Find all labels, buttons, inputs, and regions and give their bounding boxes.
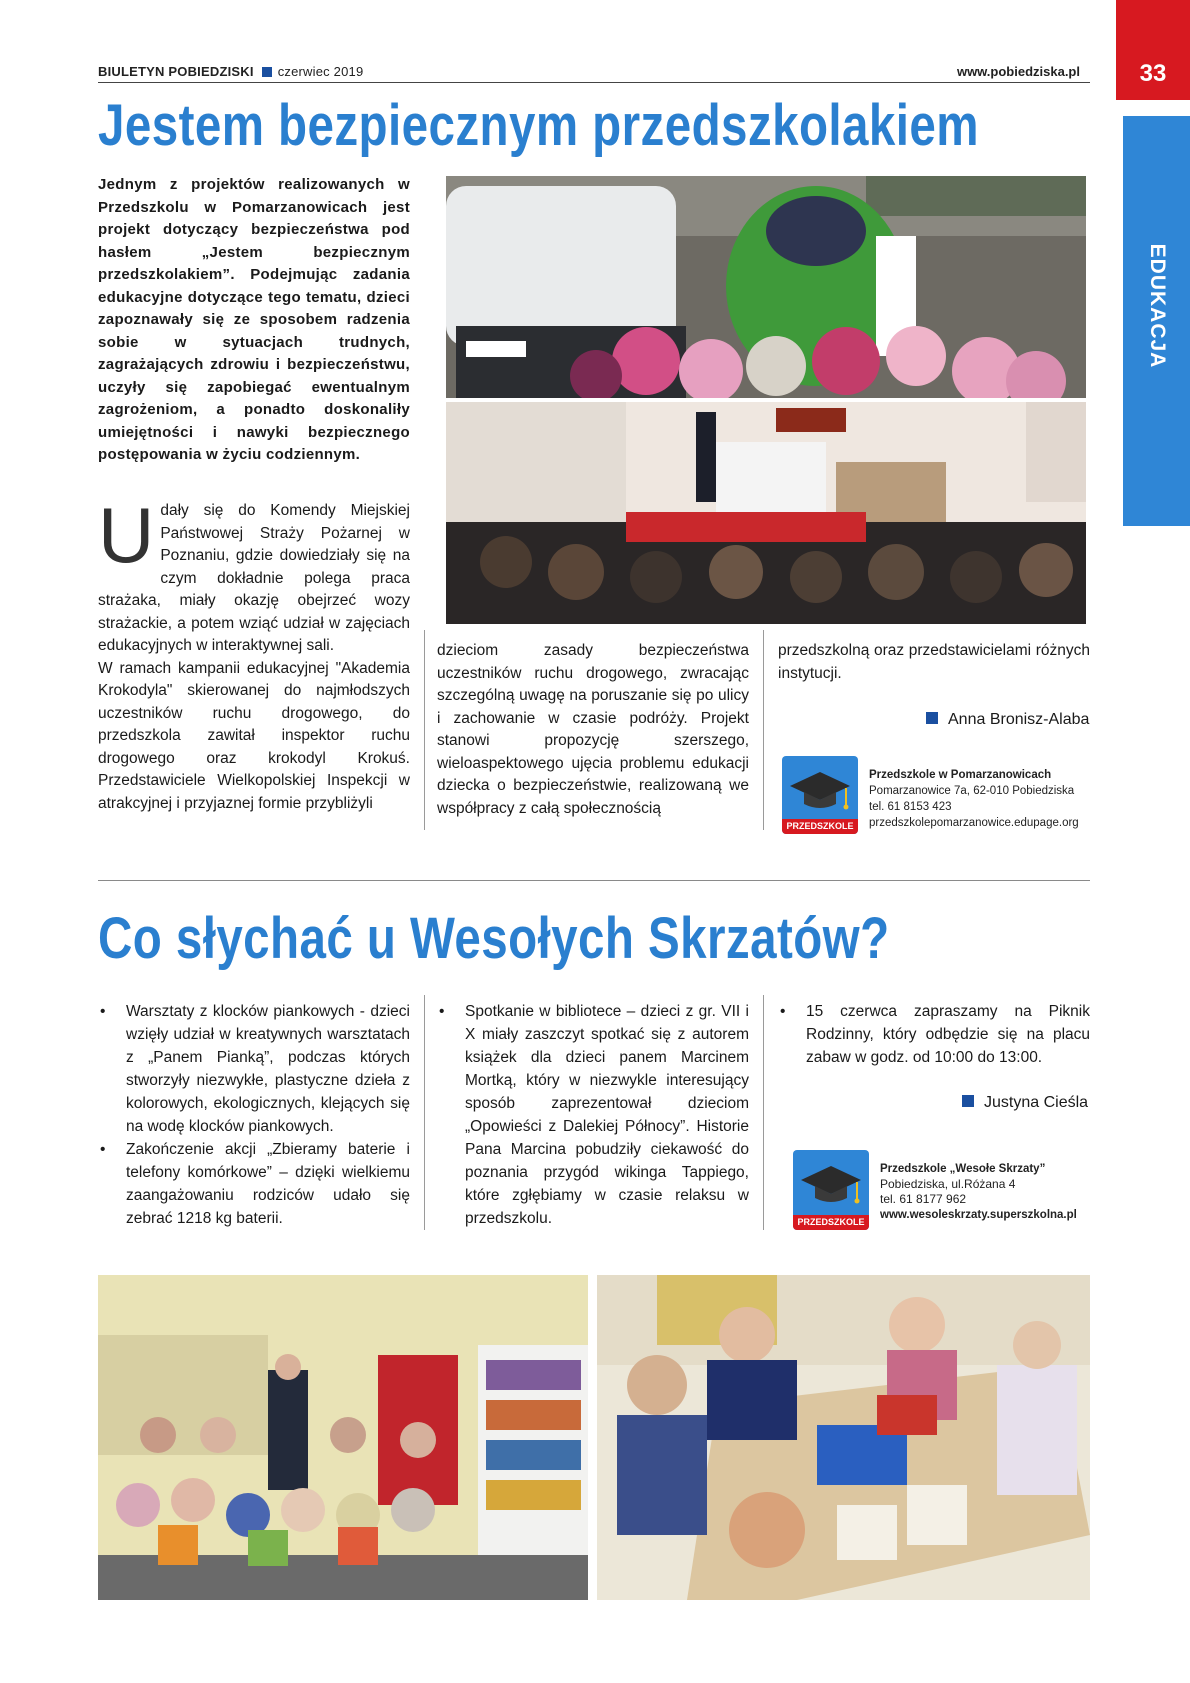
contact-address: Pomarzanowice 7a, 62-010 Pobiedziska — [869, 785, 1075, 797]
contact-name: Przedszkole „Wesołe Skrzaty” — [880, 1163, 1046, 1175]
column-divider — [763, 995, 764, 1230]
list-item: • Zakończenie akcji „Zbieramy baterie i telefony komórkowe” – dzięki wielkiemu zaangażowaniu rodziców udało się zebrać 1218 kg baterii. — [98, 1138, 410, 1230]
header-divider — [98, 82, 1090, 83]
contact-web[interactable]: przedszkolepomarzanowice.edupage.org — [869, 817, 1079, 829]
author-square-icon — [926, 712, 938, 724]
author-name: Justyna Cieśla — [984, 1094, 1089, 1111]
preschool-logo — [782, 756, 858, 834]
contact-phone: tel. 61 8153 423 — [869, 801, 952, 813]
contact-card — [880, 1161, 1077, 1223]
article1-column3: przedszkolną oraz przedstawicielami różnych instytucji. — [778, 642, 1090, 682]
article1-lead: Jednym z projektów realizowanych w Przedszkolu w Pomarzanowicach jest projekt dotyczący bezpieczeństwa pod hasłem „Jestem bezpiecznym przedszkolakiem”. Podejmując zadania edukacyjne dotyczące tego tematu, dzieci zapoznawały się ze sposobem radzenia sobie w sytuacjach trudnych, zagrażających zdrowiu i bezpieczeństwu, uczyły się zapobiegać ewentualnym zagrożeniom, a ponadto doskonaliły umiejętności i nawyki bezpiecznego postępowania w życiu codziennym. — [98, 176, 410, 463]
article1-column1 — [98, 491, 410, 815]
website-link[interactable]: www.pobiedziska.pl — [956, 64, 1080, 79]
column-divider — [763, 630, 764, 830]
article2-author — [962, 1094, 1088, 1112]
author-square-icon — [962, 1095, 974, 1107]
contact-web[interactable]: www.wesoleskrzaty.superszkolna.pl — [880, 1209, 1077, 1221]
graduation-cap-icon — [782, 758, 858, 820]
article1-paragraph1: dały się do Komendy Miejskiej Państwowej Straży Pożarnej w Poznaniu, gdzie dowiedziały się na czym dokładnie polega praca strażaka, miały okazję obejrzeć wozy strażackie, a potem wziąć udział w zajęciach edukacyjnych w interaktywnej sali. — [98, 502, 410, 654]
list-item: • Warsztaty z klocków piankowych - dzieci wzięły udział w kreatywnych warsztatach z „Panem Pianką”, podczas których stworzyły niezwykłe, plastyczne dzieła z kolorowych, ekologicznych, klejących się na wodę klocków piankowych. — [98, 1000, 410, 1138]
article-separator — [98, 880, 1090, 881]
logo-caption: PRZEDSZKOLE — [782, 819, 858, 834]
article1-author — [926, 711, 1089, 729]
list-item: • 15 czerwca zapraszamy na Piknik Rodzinny, który odbędzie się na placu zabaw w godz. od 10:00 do 13:00. — [778, 1000, 1090, 1069]
photo-library-group — [98, 1275, 588, 1600]
section-label: EDUKACJA — [1145, 243, 1169, 369]
article2-column2-list — [437, 1000, 749, 1230]
logo-caption: PRZEDSZKOLE — [793, 1215, 869, 1230]
header-square-icon — [262, 67, 272, 77]
drop-cap: U — [98, 491, 155, 579]
running-header — [98, 64, 363, 79]
article1-paragraph2: W ramach kampanii edukacyjnej "Akademia Krokodyla" skierowanej do najmłodszych uczestników ruchu drogowego, do przedszkola zawitał inspektor ruchu drogowego oraz krokodyl Krokuś. Przedstawiciele Wielkopolskiej Inspekcji w atrakcyjnej i przyjaznej formie przybliżyli — [98, 659, 410, 812]
article2-column3-list — [778, 1000, 1090, 1069]
contact-name: Przedszkole w Pomarzanowicach — [869, 769, 1052, 781]
graduation-cap-icon — [793, 1152, 869, 1216]
column-divider — [424, 630, 425, 830]
page-number: 33 — [1139, 60, 1167, 87]
page-number-tab — [1116, 0, 1190, 100]
photo-crocodile-mascot — [446, 176, 1086, 398]
publication-name: BIULETYN POBIEDZISKI — [98, 64, 254, 79]
list-item: • Spotkanie w bibliotece – dzieci z gr. VII i X miały zaszczyt spotkać się z autorem książek dla dzieci panem Marcinem Mortką, który w niezwykle interesujący sposób zaprezentował dzieciom „Opowieści z Dalekiej Północy”. Historie Pana Marcina pobudziły ciekawość do poznania przygód wikinga Tappiego, które zgłębiamy w czasie relaksu w przedszkolu. — [437, 1000, 749, 1230]
photo-classroom-presentation — [446, 402, 1086, 624]
article2-column1-list — [98, 1000, 410, 1230]
preschool-logo — [793, 1150, 869, 1230]
contact-address: Pobiedziska, ul.Różana 4 — [880, 1177, 1016, 1191]
author-name: Anna Bronisz-Alaba — [948, 711, 1090, 728]
article1-column2: dzieciom zasady bezpieczeństwa uczestników ruchu drogowego, zwracając szczególną uwagę na poruszanie się po ulicy i zachowanie w czasie podróży. Projekt stanowi propozycję szerszego, wieloaspektowego ujęcia problemu edukacji dziecka o bezpieczeństwie, realizowaną we współpracy z całą społecznością — [437, 642, 749, 817]
article1-title: Jestem bezpiecznym przedszkolakiem — [98, 93, 979, 158]
issue-date: czerwiec 2019 — [277, 64, 364, 79]
contact-card — [869, 767, 1079, 831]
contact-phone: tel. 61 8177 962 — [880, 1192, 967, 1206]
photo-craft-table — [597, 1275, 1090, 1600]
column-divider — [424, 995, 425, 1230]
section-tab — [1123, 116, 1190, 526]
article2-title: Co słychać u Wesołych Skrzatów? — [98, 906, 890, 971]
